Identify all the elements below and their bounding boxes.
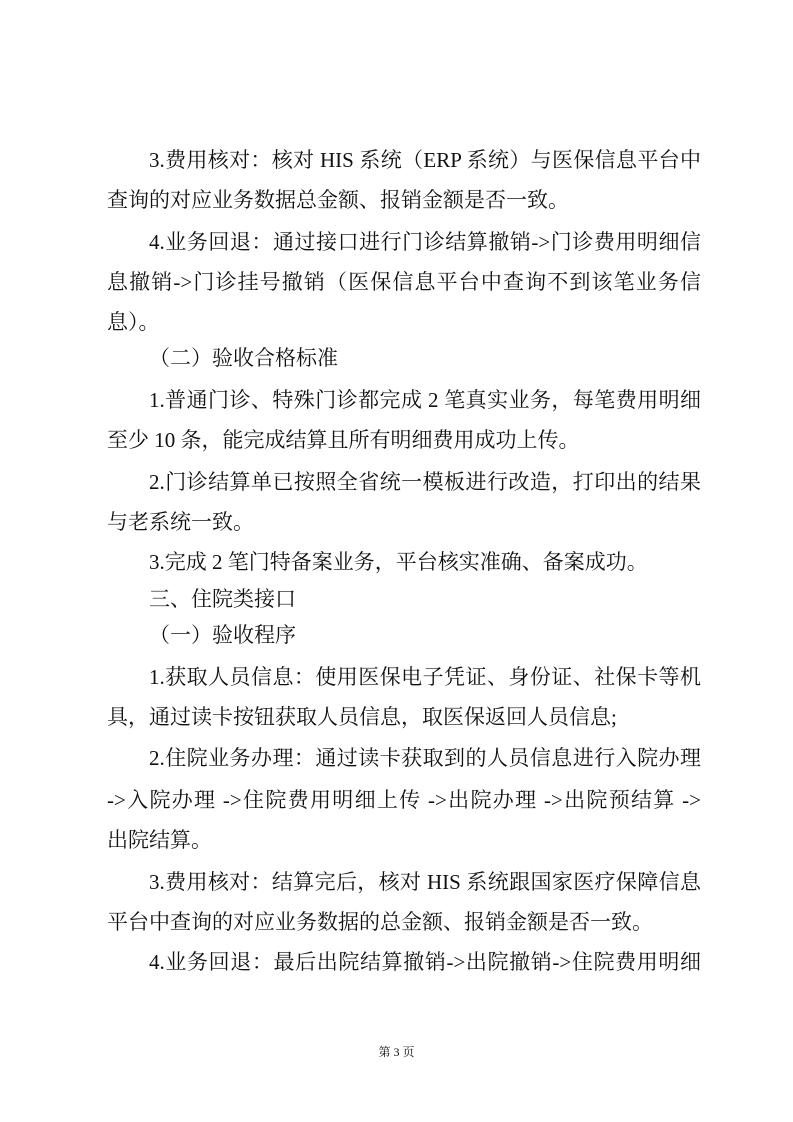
paragraph-line: 4.业务回退：通过接口进行门诊结算撤销->门诊费用明细信 [149,230,701,254]
paragraph-line: 2.住院业务办理：通过读卡获取到的人员信息进行入院办理 [149,746,701,770]
paragraph-line: 平台中查询的对应业务数据的总金额、报销金额是否一致。 [107,910,653,934]
paragraph-line: 2.门诊结算单已按照全省统一模板进行改造，打印出的结果 [149,470,701,494]
paragraph-line: 查询的对应业务数据总金额、报销金额是否一致。 [107,188,569,212]
section-subheading: （一）验收程序 [149,623,296,647]
paragraph-line: 3.完成 2 笔门特备案业务，平台核实准确、备案成功。 [149,550,648,574]
paragraph-line: 息）。 [107,310,160,334]
paragraph-line: 3.费用核对：结算完后，核对 HIS 系统跟国家医疗保障信息 [149,870,701,894]
paragraph-line: 4.业务回退：最后出院结算撤销->出院撤销->住院费用明细 [149,950,701,974]
paragraph-line: 具，通过读卡按钮获取人员信息，取医保返回人员信息; [107,705,617,729]
paragraph-line: 息撤销->门诊挂号撤销（医保信息平台中查询不到该笔业务信 [107,270,701,294]
page-number: 第 3 页 [378,1045,415,1059]
paragraph-line: 1.获取人员信息：使用医保电子凭证、身份证、社保卡等机 [149,665,701,689]
paragraph-line: 1.普通门诊、特殊门诊都完成 2 笔真实业务，每笔费用明细 [149,388,701,412]
paragraph-line: ->入院办理 ->住院费用明细上传 ->出院办理 ->出院预结算 -> [107,788,701,812]
section-heading: 三、住院类接口 [149,588,296,611]
paragraph-line: 出院结算。 [107,828,212,852]
paragraph-line: 与老系统一致。 [107,510,254,534]
paragraph-line: 至少 10 条，能完成结算且所有明细费用成功上传。 [107,428,580,452]
paragraph-line: 3.费用核对：核对 HIS 系统（ERP 系统）与医保信息平台中 [149,148,701,172]
section-subheading: （二）验收合格标准 [149,346,338,370]
